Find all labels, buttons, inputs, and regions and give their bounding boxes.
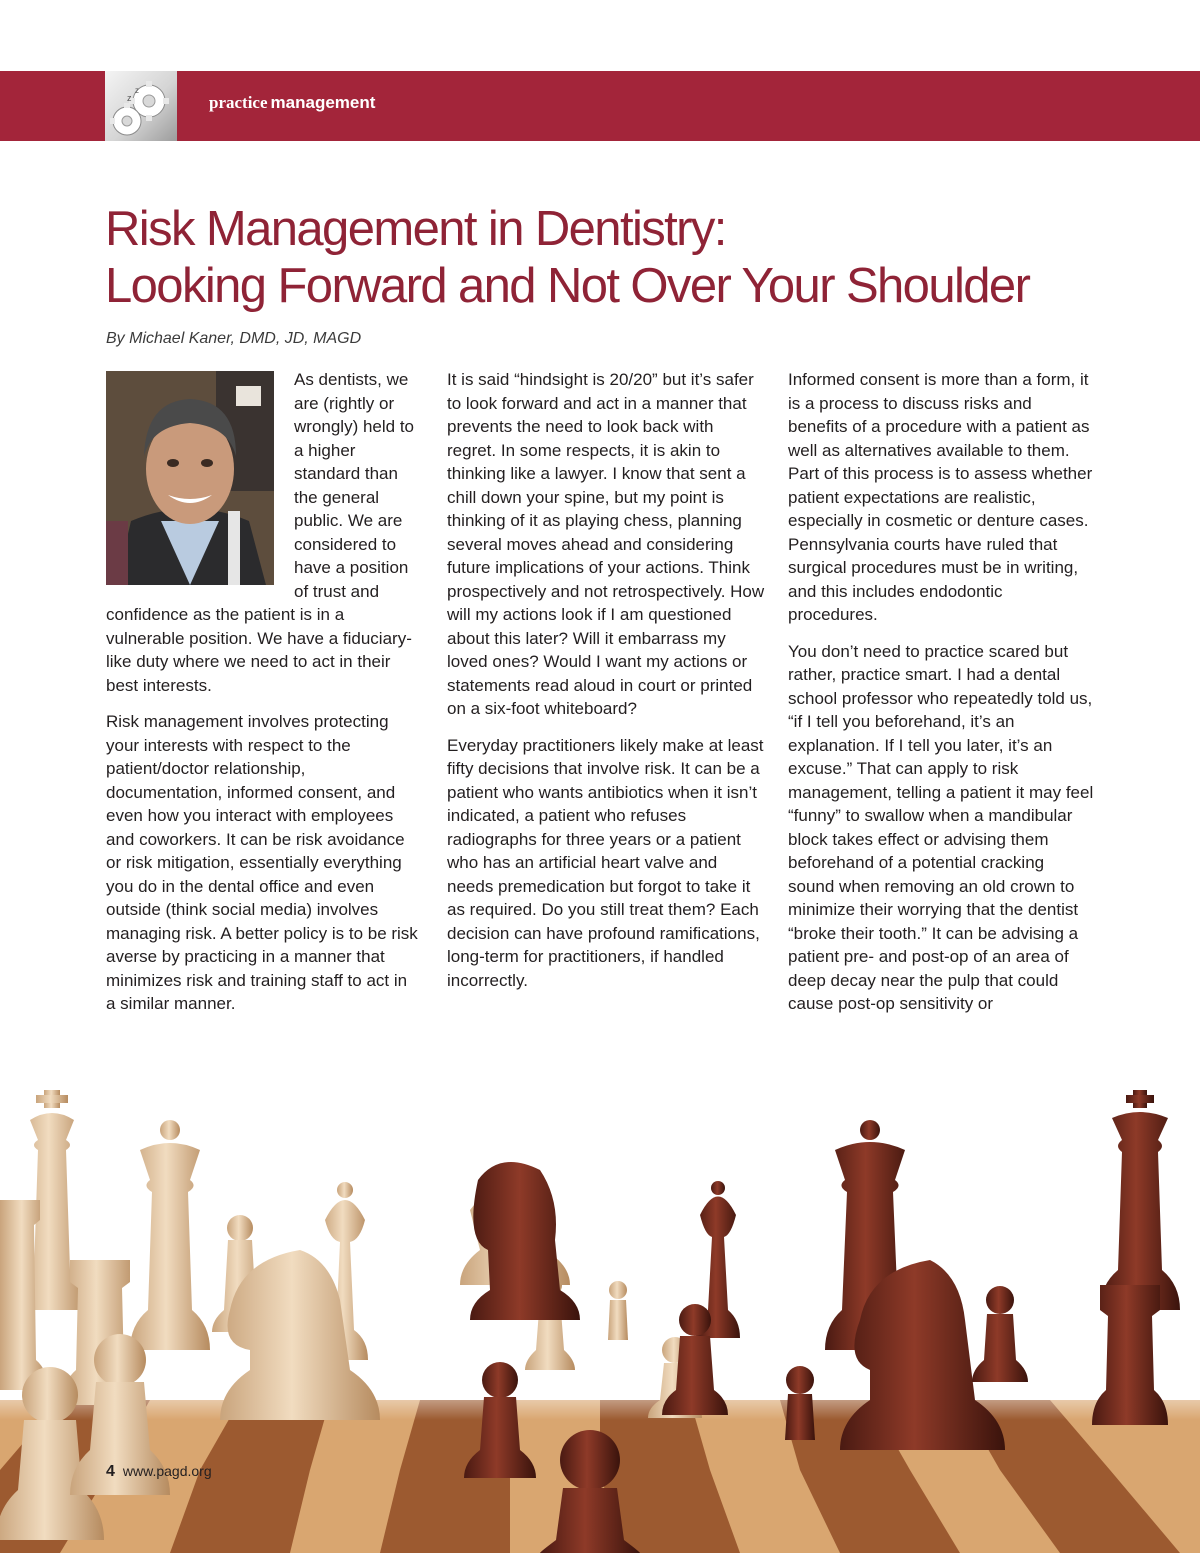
author-photo: [106, 371, 274, 585]
column-3-paragraph-1: Informed consent is more than a form, it is a process to discuss risks and benefits of a procedure with a patient as well as alternatives available to them. Part of this process is to assess whether patient expectations are realistic, especially in cosmetic or denture cases. Pennsylvania courts have ruled that surgical procedures must be in writing, and this includes endodontic procedures.: [788, 370, 1093, 624]
article-column-3: [788, 368, 1094, 1029]
article-column-2: [447, 368, 765, 1005]
article-title-line2: Looking Forward and Not Over Your Shoulder: [105, 259, 1030, 313]
footer-url[interactable]: www.pagd.org: [122, 1463, 212, 1479]
article-column-1: [106, 368, 418, 1029]
section-label-practice: practice: [209, 93, 268, 112]
svg-text:z: z: [127, 93, 132, 103]
article-title: [105, 201, 1105, 315]
section-header-band: [0, 71, 1200, 141]
column-3-paragraph-2: You don’t need to practice scared but rather, practice smart. I had a dental school professor who repeatedly told us, “if I tell you beforehand, it’s an explanation. If I tell you later, it’s an excuse.” That can apply to risk management, telling a patient it may feel “funny” to swallow when a mandibular block takes effect or advising them beforehand of a potential cracking sound when removing an old crown to minimize their worrying that the dentist “broke their tooth.” It can be advising a patient pre- and post-op of an area of deep decay near the pulp that could cause post-op sensitivity or: [788, 641, 1094, 1013]
column-1-paragraph-1: As dentists, we are (rightly or wrongly) held to a higher standard than the general public. We are considered to have a position of trust and confidence as the patient is in a vulnerable position. We have a fiduciary-like duty where we need to act in their best interests.: [106, 370, 415, 695]
column-2-paragraph-1: It is said “hindsight is 20/20” but it’s safer to look forward and act in a manner that prevents the need to look back with regret. In some respects, it is akin to thinking like a lawyer. I know that sent a chill down your spine, but my point is thinking of it as playing chess, planning several moves ahead and considering future implications of your actions. Think prospectively and not retrospectively. How will my actions look if I am questioned about this later? Will it embarrass my loved ones? Would I want my actions or statements read aloud in court or printed on a six-foot whiteboard?: [447, 370, 765, 718]
svg-text:z: z: [135, 86, 139, 95]
page-number: 4: [106, 1463, 115, 1480]
section-label-management: management: [270, 93, 376, 112]
article-title-line1: Risk Management in Dentistry:: [105, 202, 726, 256]
article-byline: By Michael Kaner, DMD, JD, MAGD: [106, 330, 362, 347]
gears-icon: [105, 71, 177, 141]
section-label: [209, 93, 375, 113]
column-1-paragraph-2: Risk management involves protecting your interests with respect to the patient/doctor relationship, documentation, informed consent, and even how you interact with employees and coworkers. It can be risk avoidance or risk mitigation, essentially everything you do in the dental office and even outside (think social media) involves managing risk. A better policy is to be risk averse by practicing in a manner that minimizes risk and training staff to act in a similar manner.: [106, 712, 418, 1013]
column-2-paragraph-2: Everyday practitioners likely make at least fifty decisions that involve risk. It can be a patient who wants antibiotics when it isn’t indicated, a patient who refuses radiographs for three years or a patient who has an artificial heart valve and needs premedication but forgot to take it as required. Do you still treat them? Each decision can have profound ramifications, long-term for practitioners, if handled incorrectly.: [447, 735, 764, 990]
page-footer: [106, 1463, 212, 1481]
